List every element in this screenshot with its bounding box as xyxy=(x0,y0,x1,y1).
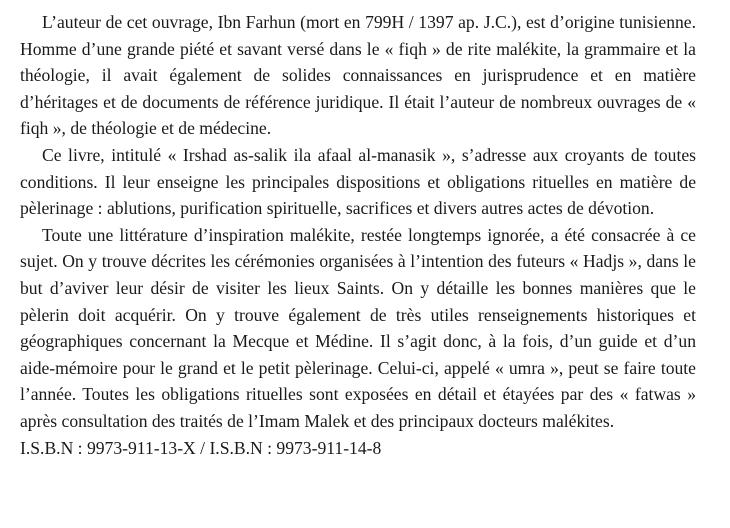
paragraph-book: Ce livre, intitulé « Irshad as-salik ila afaal al-manasik », s’adresse aux croyants de toutes conditions. Il leur enseigne les principales dispositions et obligations rituelles en matière de pèlerinage : ablutions, purification spirituelle, sacrifices et divers autres actes de dévotion. xyxy=(20,144,696,219)
paragraph-author: L’auteur de cet ouvrage, Ibn Farhun (mort en 799H / 1397 ap. J.C.), est d’origine tunisienne. Homme d’une grande piété et savant versé dans le « fiqh » de rite malékite, la grammaire et la théologie, il avait également de solides connaissances en jurisprudence et en matière d’héritages et de documents de référence juridique. Il était l’auteur de nombreux ouvrages de « fiqh », de théologie et de médecine. xyxy=(20,12,696,139)
back-cover-text xyxy=(20,9,696,461)
paragraph-literature: Toute une littérature d’inspiration malékite, restée longtemps ignorée, a été consacrée à ce sujet. On y trouve décrites les cérémonies organisées à l’intention des futeurs « Hadjs », dans le but d’aviver leur désir de visiter les lieux Saints. On y détaille les bonnes manières que le pèlerin doit acquérir. On y trouve également de très utiles renseignements historiques et géographiques concernant la Mecque et Médine. Il s’agit donc, à la fois, d’un guide et d’un aide-mémoire pour le grand et le petit pèlerinage. Celui-ci, appelé « umra », peut se faire toute l’année. Toutes les obligations rituelles sont exposées en détail et étayées par des « fatwas » après consultation des traités de l’Imam Malek et des principaux docteurs malékites. xyxy=(20,224,696,431)
isbn-line: I.S.B.N : 9973-911-13-X / I.S.B.N : 9973-911-14-8 xyxy=(20,437,382,458)
